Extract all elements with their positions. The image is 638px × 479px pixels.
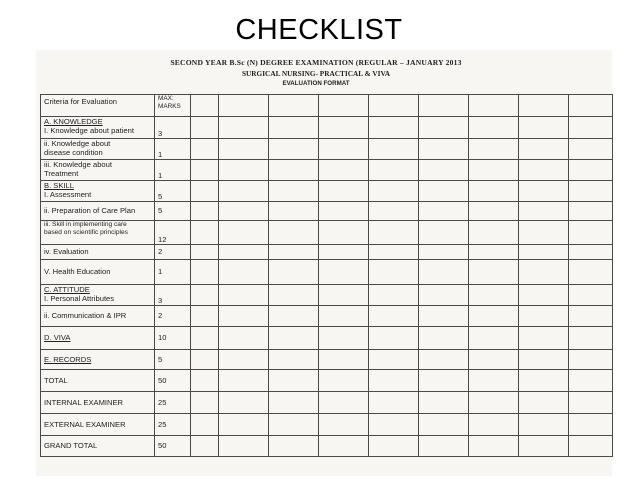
- blank-cell: [569, 95, 613, 117]
- blank-cell: [319, 95, 369, 117]
- blank-cell: [569, 245, 613, 260]
- blank-cell: [569, 392, 613, 414]
- blank-cell: [519, 95, 569, 117]
- evaluation-table: [40, 94, 613, 457]
- exam-heading: SECOND YEAR B.Sc (N) DEGREE EXAMINATION (REGULAR – JANUARY 2013: [170, 58, 462, 67]
- blank-cell: [569, 202, 613, 221]
- blank-cell: [319, 181, 369, 202]
- blank-cell: [469, 160, 519, 181]
- max-marks-cell: 25: [155, 392, 191, 414]
- blank-cell: [419, 350, 469, 370]
- blank-cell: [191, 202, 219, 221]
- max-marks-cell: 3: [155, 285, 191, 306]
- criteria-text: Treatment: [44, 169, 79, 179]
- criteria-cell: [41, 327, 155, 350]
- blank-cell: [369, 160, 419, 181]
- scanned-evaluation-form: [36, 50, 612, 476]
- blank-cell: [519, 306, 569, 327]
- blank-cell: [419, 285, 469, 306]
- blank-cell: [269, 95, 319, 117]
- blank-cell: [191, 181, 219, 202]
- blank-cell: [419, 221, 469, 245]
- max-marks-header: [155, 95, 191, 117]
- criteria-cell: [41, 436, 155, 457]
- criteria-text: D. VIVA: [44, 333, 71, 343]
- blank-cell: [319, 285, 369, 306]
- blank-cell: [469, 285, 519, 306]
- blank-cell: [369, 117, 419, 139]
- blank-cell: [319, 139, 369, 160]
- table-row: [41, 306, 613, 327]
- table-row: [41, 327, 613, 350]
- blank-cell: [469, 350, 519, 370]
- blank-cell: [519, 245, 569, 260]
- blank-cell: [519, 436, 569, 457]
- table-row: [41, 285, 613, 306]
- criteria-cell: [41, 181, 155, 202]
- max-marks-cell: 10: [155, 327, 191, 350]
- criteria-text: ii. Communication & IPR: [44, 311, 127, 321]
- max-marks-cell: 5: [155, 202, 191, 221]
- blank-cell: [219, 202, 269, 221]
- table-row: [41, 414, 613, 436]
- criteria-cell: [41, 160, 155, 181]
- max-marks-cell: 5: [155, 350, 191, 370]
- table-row: [41, 117, 613, 139]
- max-marks-cell: 3: [155, 117, 191, 139]
- table-row: [41, 221, 613, 245]
- blank-cell: [269, 260, 319, 285]
- blank-cell: [191, 260, 219, 285]
- blank-cell: [419, 392, 469, 414]
- criteria-text: based on scientific principles: [44, 229, 128, 236]
- table-row: [41, 436, 613, 457]
- blank-cell: [519, 202, 569, 221]
- blank-cell: [419, 370, 469, 392]
- blank-cell: [569, 260, 613, 285]
- blank-cell: [219, 392, 269, 414]
- blank-cell: [369, 392, 419, 414]
- blank-cell: [219, 260, 269, 285]
- blank-cell: [369, 350, 419, 370]
- blank-cell: [319, 370, 369, 392]
- format-heading: EVALUATION FORMAT: [282, 80, 350, 87]
- blank-cell: [469, 221, 519, 245]
- blank-cell: [219, 117, 269, 139]
- table-row: [41, 350, 613, 370]
- table-row: [41, 160, 613, 181]
- blank-cell: [269, 392, 319, 414]
- criteria-text: INTERNAL EXAMINER: [44, 397, 124, 407]
- blank-cell: [319, 221, 369, 245]
- criteria-cell: [41, 285, 155, 306]
- blank-cell: [319, 245, 369, 260]
- blank-cell: [369, 370, 419, 392]
- blank-cell: [369, 260, 419, 285]
- blank-cell: [469, 306, 519, 327]
- criteria-cell: [41, 117, 155, 139]
- blank-cell: [269, 221, 319, 245]
- blank-cell: [469, 245, 519, 260]
- criteria-text: ii. Knowledge about: [44, 139, 111, 148]
- table-row: [41, 202, 613, 221]
- blank-cell: [269, 160, 319, 181]
- blank-cell: [369, 221, 419, 245]
- blank-cell: [219, 95, 269, 117]
- criteria-text: V. Health Education: [44, 267, 111, 277]
- blank-cell: [269, 327, 319, 350]
- blank-cell: [569, 160, 613, 181]
- blank-cell: [219, 327, 269, 350]
- blank-cell: [369, 95, 419, 117]
- criteria-text: EXTERNAL EXAMINER: [44, 419, 126, 429]
- blank-cell: [319, 202, 369, 221]
- blank-cell: [569, 221, 613, 245]
- blank-cell: [469, 392, 519, 414]
- blank-cell: [469, 370, 519, 392]
- criteria-text: iii. Skill in implementing care: [44, 221, 127, 228]
- blank-cell: [219, 306, 269, 327]
- blank-cell: [219, 160, 269, 181]
- blank-cell: [369, 327, 419, 350]
- blank-cell: [191, 350, 219, 370]
- blank-cell: [319, 117, 369, 139]
- blank-cell: [319, 327, 369, 350]
- blank-cell: [569, 139, 613, 160]
- blank-cell: [191, 221, 219, 245]
- blank-cell: [191, 117, 219, 139]
- blank-cell: [419, 95, 469, 117]
- blank-cell: [419, 260, 469, 285]
- criteria-cell: [41, 350, 155, 370]
- blank-cell: [519, 117, 569, 139]
- blank-cell: [269, 285, 319, 306]
- blank-cell: [519, 285, 569, 306]
- max-marks-header-line2: MARKS: [158, 103, 181, 110]
- max-marks-cell: 12: [155, 221, 191, 245]
- criteria-cell: [41, 221, 155, 245]
- blank-cell: [569, 327, 613, 350]
- max-marks-cell: 50: [155, 436, 191, 457]
- max-marks-cell: 25: [155, 414, 191, 436]
- slide-title: CHECKLIST: [235, 14, 403, 46]
- blank-cell: [319, 260, 369, 285]
- criteria-text: ii. Preparation of Care Plan: [44, 206, 136, 216]
- blank-cell: [219, 370, 269, 392]
- blank-cell: [269, 139, 319, 160]
- blank-cell: [569, 436, 613, 457]
- blank-cell: [269, 350, 319, 370]
- blank-cell: [419, 139, 469, 160]
- blank-cell: [369, 245, 419, 260]
- blank-cell: [519, 350, 569, 370]
- table-row: [41, 260, 613, 285]
- max-marks-header-line1: MAX:: [158, 95, 174, 102]
- blank-cell: [319, 392, 369, 414]
- table-header-row: [41, 95, 613, 117]
- blank-cell: [219, 285, 269, 306]
- blank-cell: [269, 414, 319, 436]
- criteria-text: GRAND TOTAL: [44, 441, 98, 451]
- blank-cell: [369, 181, 419, 202]
- criteria-cell: [41, 370, 155, 392]
- blank-cell: [219, 181, 269, 202]
- blank-cell: [469, 202, 519, 221]
- blank-cell: [419, 327, 469, 350]
- blank-cell: [419, 414, 469, 436]
- table-row: [41, 245, 613, 260]
- blank-cell: [419, 160, 469, 181]
- blank-cell: [191, 245, 219, 260]
- criteria-text: I. Personal Attributes: [44, 294, 115, 304]
- blank-cell: [369, 436, 419, 457]
- blank-cell: [319, 306, 369, 327]
- criteria-text: I. Assessment: [44, 190, 92, 200]
- criteria-text: B. SKILL: [44, 181, 74, 190]
- blank-cell: [419, 202, 469, 221]
- max-marks-cell: 1: [155, 260, 191, 285]
- blank-cell: [519, 260, 569, 285]
- blank-cell: [191, 306, 219, 327]
- blank-cell: [191, 160, 219, 181]
- blank-cell: [269, 436, 319, 457]
- max-marks-cell: 1: [155, 139, 191, 160]
- blank-cell: [191, 95, 219, 117]
- blank-cell: [369, 306, 419, 327]
- subject-heading: SURGICAL NURSING- PRACTICAL & VIVA: [241, 69, 391, 78]
- blank-cell: [519, 392, 569, 414]
- criteria-cell: [41, 139, 155, 160]
- blank-cell: [569, 306, 613, 327]
- blank-cell: [469, 436, 519, 457]
- blank-cell: [191, 392, 219, 414]
- blank-cell: [269, 181, 319, 202]
- blank-cell: [569, 370, 613, 392]
- blank-cell: [269, 117, 319, 139]
- blank-cell: [469, 139, 519, 160]
- blank-cell: [319, 160, 369, 181]
- blank-cell: [191, 139, 219, 160]
- blank-cell: [519, 327, 569, 350]
- blank-cell: [419, 306, 469, 327]
- blank-cell: [519, 370, 569, 392]
- max-marks-cell: 5: [155, 181, 191, 202]
- blank-cell: [219, 221, 269, 245]
- blank-cell: [191, 327, 219, 350]
- max-marks-cell: 50: [155, 370, 191, 392]
- blank-cell: [269, 370, 319, 392]
- blank-cell: [269, 306, 319, 327]
- criteria-cell: [41, 306, 155, 327]
- blank-cell: [269, 202, 319, 221]
- table-row: [41, 139, 613, 160]
- criteria-text: E. RECORDS: [44, 354, 92, 364]
- table-row: [41, 392, 613, 414]
- blank-cell: [569, 414, 613, 436]
- blank-cell: [569, 285, 613, 306]
- criteria-text: disease condition: [44, 148, 103, 158]
- blank-cell: [191, 436, 219, 457]
- criteria-text: iv. Evaluation: [44, 247, 89, 257]
- criteria-text: C. ATTITUDE: [44, 285, 90, 294]
- blank-cell: [191, 285, 219, 306]
- criteria-cell: [41, 245, 155, 260]
- blank-cell: [369, 285, 419, 306]
- blank-cell: [269, 245, 319, 260]
- criteria-text: A. KNOWLEDGE: [44, 117, 103, 126]
- blank-cell: [219, 414, 269, 436]
- blank-cell: [519, 139, 569, 160]
- blank-cell: [369, 202, 419, 221]
- criteria-text: TOTAL: [44, 375, 68, 385]
- blank-cell: [219, 350, 269, 370]
- blank-cell: [319, 350, 369, 370]
- blank-cell: [369, 139, 419, 160]
- blank-cell: [469, 260, 519, 285]
- criteria-cell: [41, 414, 155, 436]
- blank-cell: [369, 414, 419, 436]
- blank-cell: [469, 414, 519, 436]
- blank-cell: [469, 181, 519, 202]
- max-marks-cell: 2: [155, 306, 191, 327]
- max-marks-cell: 1: [155, 160, 191, 181]
- max-marks-cell: 2: [155, 245, 191, 260]
- blank-cell: [319, 436, 369, 457]
- criteria-cell: [41, 202, 155, 221]
- blank-cell: [319, 414, 369, 436]
- criteria-text: iii. Knowledge about: [44, 160, 112, 169]
- blank-cell: [569, 117, 613, 139]
- blank-cell: [419, 181, 469, 202]
- criteria-text: I. Knowledge about patient: [44, 126, 134, 136]
- blank-cell: [469, 327, 519, 350]
- criteria-cell: [41, 260, 155, 285]
- blank-cell: [569, 181, 613, 202]
- blank-cell: [519, 160, 569, 181]
- blank-cell: [191, 370, 219, 392]
- blank-cell: [419, 117, 469, 139]
- criteria-header: Criteria for Evaluation: [41, 95, 155, 117]
- table-row: [41, 181, 613, 202]
- blank-cell: [191, 414, 219, 436]
- blank-cell: [419, 245, 469, 260]
- blank-cell: [219, 436, 269, 457]
- criteria-cell: [41, 392, 155, 414]
- blank-cell: [419, 436, 469, 457]
- blank-cell: [569, 350, 613, 370]
- blank-cell: [469, 95, 519, 117]
- blank-cell: [519, 221, 569, 245]
- blank-cell: [519, 414, 569, 436]
- blank-cell: [219, 245, 269, 260]
- blank-cell: [219, 139, 269, 160]
- blank-cell: [519, 181, 569, 202]
- table-row: [41, 370, 613, 392]
- blank-cell: [469, 117, 519, 139]
